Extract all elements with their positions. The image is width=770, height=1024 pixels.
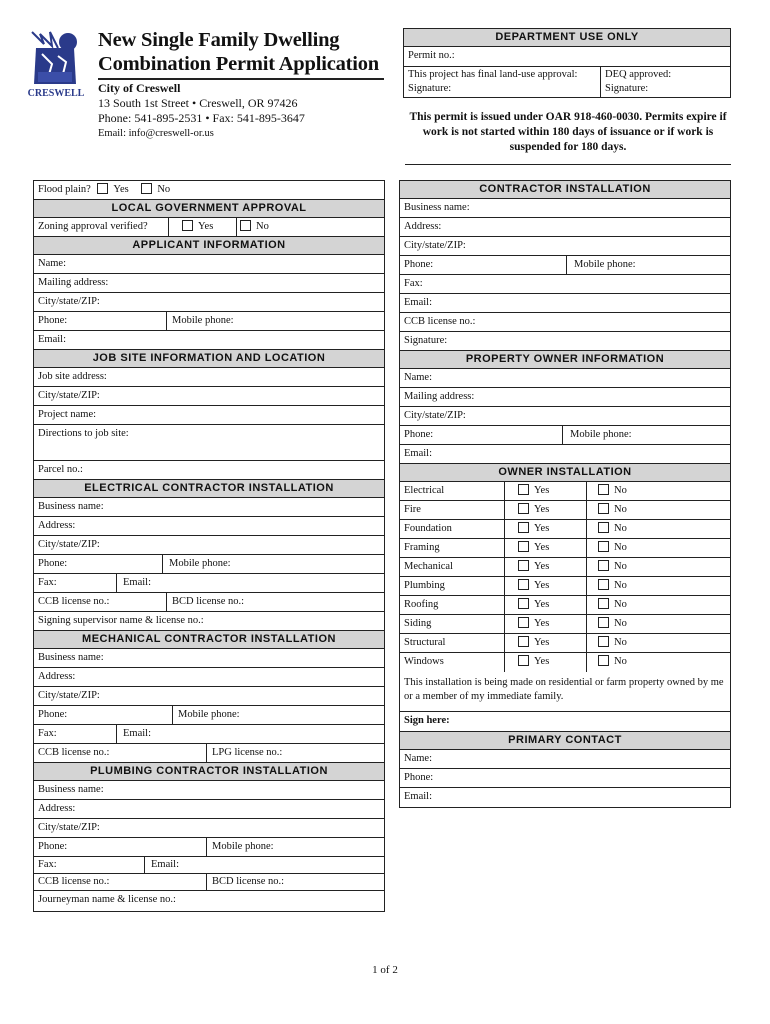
plumb-business-field[interactable] (34, 781, 384, 800)
owner-install-no-checkbox[interactable] (598, 636, 609, 647)
mech-address-label: Address: (38, 671, 76, 682)
owner-install-yes-checkbox[interactable] (518, 579, 529, 590)
mech-lpg-field[interactable]: LPG license no.: (212, 747, 283, 758)
owner-install-no-label: No (614, 485, 627, 496)
owner-install-no-checkbox[interactable] (598, 579, 609, 590)
mech-phone-row (34, 706, 384, 725)
contractor-heading: CONTRACTOR INSTALLATION (400, 181, 730, 199)
mech-email-field[interactable]: Email: (123, 728, 151, 739)
owner-install-item-label: Mechanical (404, 561, 453, 572)
owner-install-item-label: Electrical (404, 485, 445, 496)
owner-install-yes-checkbox[interactable] (518, 560, 529, 571)
zoning-yes-label: Yes (198, 221, 214, 232)
owner-install-item-label: Siding (404, 618, 432, 629)
contractor-email-field[interactable] (400, 294, 730, 313)
flood-yes-label: Yes (113, 184, 129, 195)
elec-supervisor-field[interactable] (34, 612, 384, 631)
land-use-cell[interactable] (404, 67, 577, 97)
owner-install-no-label: No (614, 599, 627, 610)
applicant-email-label: Email: (38, 334, 66, 345)
permit-no-row[interactable] (404, 47, 730, 67)
local-gov-heading: LOCAL GOVERNMENT APPROVAL (34, 200, 384, 218)
elec-phone-field[interactable]: Phone: (38, 558, 68, 569)
owner-install-yes-checkbox[interactable] (518, 636, 529, 647)
contractor-city-field[interactable] (400, 237, 730, 256)
owner-install-item-label: Roofing (404, 599, 439, 610)
owner-install-no-checkbox[interactable] (598, 617, 609, 628)
elec-license-row (34, 593, 384, 612)
elec-business-label: Business name: (38, 501, 104, 512)
owner-install-yes-checkbox[interactable] (518, 484, 529, 495)
elec-address-label: Address: (38, 520, 76, 531)
jobsite-address-label: Job site address: (38, 371, 107, 382)
owner-install-yes-checkbox[interactable] (518, 655, 529, 666)
flood-no-checkbox[interactable] (141, 183, 152, 194)
contractor-address-label: Address: (404, 221, 442, 232)
elec-mobile-field[interactable]: Mobile phone: (169, 558, 231, 569)
owner-install-yes-label: Yes (534, 523, 550, 534)
elec-business-field[interactable] (34, 498, 384, 517)
electrical-heading: ELECTRICAL CONTRACTOR INSTALLATION (34, 480, 384, 498)
mech-fax-row (34, 725, 384, 744)
primary-email-label: Email: (404, 791, 432, 802)
org-phone-fax: Phone: 541-895-2531 • Fax: 541-895-3647 (98, 111, 305, 125)
contractor-fax-label: Fax: (404, 278, 423, 289)
owner-install-no-checkbox[interactable] (598, 598, 609, 609)
directions-field[interactable] (34, 425, 384, 461)
owner-email-field[interactable] (400, 445, 730, 464)
plumb-phone-field[interactable]: Phone: (38, 841, 68, 852)
jobsite-city-label: City/state/ZIP: (38, 390, 100, 401)
elec-ccb-field[interactable]: CCB license no.: (38, 596, 110, 607)
deq-signature: Signature: (605, 83, 649, 94)
approval-row (404, 67, 730, 97)
permit-notice: This permit is issued under OAR 918-460-0030. Permits expire if work is not started within 180 days of issuance or if work is suspended for 180 days. (409, 111, 727, 153)
owner-install-row (400, 558, 730, 577)
department-heading: DEPARTMENT USE ONLY (404, 29, 730, 47)
primary-phone-field[interactable] (400, 769, 730, 788)
owner-install-heading: OWNER INSTALLATION (400, 464, 730, 482)
page-title (98, 28, 379, 76)
elec-city-label: City/state/ZIP: (38, 539, 100, 550)
owner-install-row (400, 501, 730, 520)
primary-email-field[interactable] (400, 788, 730, 807)
org-info (98, 81, 305, 141)
owner-install-no-label: No (614, 561, 627, 572)
title-line-2: Combination Permit Application (98, 53, 380, 75)
jobsite-city-field[interactable] (34, 387, 384, 406)
elec-fax-row (34, 574, 384, 593)
plumb-email-field[interactable]: Email: (151, 859, 179, 870)
owner-install-no-label: No (614, 580, 627, 591)
parcel-label: Parcel no.: (38, 464, 83, 475)
owner-install-no-label: No (614, 504, 627, 515)
right-column (399, 180, 731, 808)
owner-install-yes-label: Yes (534, 485, 550, 496)
elec-supervisor-label: Signing supervisor name & license no.: (38, 615, 204, 626)
applicant-heading: APPLICANT INFORMATION (34, 237, 384, 255)
owner-name-label: Name: (404, 372, 432, 383)
owner-email-label: Email: (404, 448, 432, 459)
elec-address-field[interactable] (34, 517, 384, 536)
owner-city-label: City/state/ZIP: (404, 410, 466, 421)
contractor-fax-field[interactable] (400, 275, 730, 294)
flood-plain-row (34, 181, 384, 200)
page-number: 1 of 2 (372, 964, 398, 976)
contractor-business-field[interactable] (400, 199, 730, 218)
owner-install-yes-label: Yes (534, 561, 550, 572)
owner-install-no-checkbox[interactable] (598, 503, 609, 514)
department-use-box (403, 28, 731, 98)
title-divider (98, 78, 384, 80)
flood-yes-checkbox[interactable] (97, 183, 108, 194)
city-logo (22, 28, 90, 100)
parcel-field[interactable] (34, 461, 384, 480)
zoning-no-checkbox[interactable] (240, 220, 251, 231)
owner-install-list (400, 482, 730, 672)
owner-install-no-checkbox[interactable] (598, 522, 609, 533)
mechanical-heading: MECHANICAL CONTRACTOR INSTALLATION (34, 631, 384, 649)
owner-sign-field[interactable] (400, 712, 730, 732)
mech-address-field[interactable] (34, 668, 384, 687)
owner-install-row (400, 482, 730, 501)
org-name: City of Creswell (98, 81, 181, 95)
mech-fax-field[interactable]: Fax: (38, 728, 57, 739)
owner-install-yes-label: Yes (534, 618, 550, 629)
contractor-email-label: Email: (404, 297, 432, 308)
contractor-ccb-label: CCB license no.: (404, 316, 476, 327)
owner-phone-row (400, 426, 730, 445)
applicant-city-field[interactable] (34, 293, 384, 312)
owner-install-no-checkbox[interactable] (598, 560, 609, 571)
elec-city-field[interactable] (34, 536, 384, 555)
mech-business-field[interactable] (34, 649, 384, 668)
owner-install-row (400, 539, 730, 558)
zoning-no-label: No (256, 221, 269, 232)
owner-install-no-label: No (614, 656, 627, 667)
contractor-signature-label: Signature: (404, 335, 448, 346)
owner-install-no-checkbox[interactable] (598, 655, 609, 666)
project-name-label: Project name: (38, 409, 97, 420)
owner-install-yes-label: Yes (534, 656, 550, 667)
owner-mobile-field[interactable]: Mobile phone: (570, 429, 632, 440)
owner-install-row (400, 596, 730, 615)
owner-install-row (400, 577, 730, 596)
applicant-name-field[interactable] (34, 255, 384, 274)
owner-install-yes-checkbox[interactable] (518, 522, 529, 533)
jobsite-heading: JOB SITE INFORMATION AND LOCATION (34, 350, 384, 368)
contractor-ccb-field[interactable] (400, 313, 730, 332)
contractor-signature-field[interactable] (400, 332, 730, 351)
plumb-fax-field[interactable]: Fax: (38, 859, 57, 870)
owner-install-no-checkbox[interactable] (598, 484, 609, 495)
owner-sign-label: Sign here: (404, 715, 450, 726)
owner-install-yes-checkbox[interactable] (518, 617, 529, 628)
flood-plain-label: Flood plain? (38, 184, 91, 195)
directions-label: Directions to job site: (38, 428, 129, 439)
org-address: 13 South 1st Street • Creswell, OR 97426 (98, 96, 298, 110)
owner-install-row (400, 615, 730, 634)
owner-install-item-label: Framing (404, 542, 440, 553)
project-name-field[interactable] (34, 406, 384, 425)
land-use-label: This project has final land-use approval: (408, 69, 578, 80)
deq-cell[interactable] (601, 67, 671, 97)
org-email: Email: info@creswell-or.us (98, 128, 214, 139)
logo-wordmark: CRESWELL (27, 88, 85, 99)
plumb-address-field[interactable] (34, 800, 384, 819)
contractor-phone-field[interactable]: Phone: (404, 259, 434, 270)
applicant-mailing-field[interactable] (34, 274, 384, 293)
owner-name-field[interactable] (400, 369, 730, 388)
owner-city-field[interactable] (400, 407, 730, 426)
owner-install-statement: This installation is being made on residential or farm property owned by me or a member of my immediate family. (400, 672, 730, 712)
title-line-1: New Single Family Dwelling (98, 29, 340, 51)
owner-install-yes-label: Yes (534, 637, 550, 648)
contractor-city-label: City/state/ZIP: (404, 240, 466, 251)
mech-business-label: Business name: (38, 652, 104, 663)
owner-install-yes-label: Yes (534, 599, 550, 610)
plumbing-heading: PLUMBING CONTRACTOR INSTALLATION (34, 763, 384, 781)
zoning-label: Zoning approval verified? (38, 221, 148, 232)
owner-install-item-label: Plumbing (404, 580, 445, 591)
owner-heading: PROPERTY OWNER INFORMATION (400, 351, 730, 369)
owner-install-item-label: Foundation (404, 523, 452, 534)
mech-phone-field[interactable]: Phone: (38, 709, 68, 720)
applicant-phone-row (34, 312, 384, 331)
contractor-business-label: Business name: (404, 202, 470, 213)
journeyman-field[interactable] (34, 891, 384, 911)
applicant-mobile-field[interactable]: Mobile phone: (172, 315, 234, 326)
owner-install-yes-label: Yes (534, 542, 550, 553)
zoning-row (34, 218, 384, 237)
applicant-mailing-label: Mailing address: (38, 277, 109, 288)
notice-divider (405, 164, 731, 165)
plumb-phone-row (34, 838, 384, 857)
primary-phone-label: Phone: (404, 772, 434, 783)
plumb-fax-row (34, 857, 384, 874)
elec-email-field[interactable]: Email: (123, 577, 151, 588)
zoning-yes-checkbox[interactable] (182, 220, 193, 231)
plumb-city-field[interactable] (34, 819, 384, 838)
owner-mailing-field[interactable] (400, 388, 730, 407)
mech-mobile-field[interactable]: Mobile phone: (178, 709, 240, 720)
plumb-business-label: Business name: (38, 784, 104, 795)
plumb-city-label: City/state/ZIP: (38, 822, 100, 833)
applicant-phone-field[interactable]: Phone: (38, 315, 68, 326)
owner-install-row (400, 520, 730, 539)
owner-install-no-label: No (614, 618, 627, 629)
plumb-ccb-field[interactable]: CCB license no.: (38, 876, 110, 887)
plumb-address-label: Address: (38, 803, 76, 814)
owner-install-row (400, 653, 730, 672)
owner-install-no-checkbox[interactable] (598, 541, 609, 552)
left-column (33, 180, 385, 912)
land-use-signature: Signature: (408, 83, 452, 94)
owner-install-yes-checkbox[interactable] (518, 541, 529, 552)
owner-install-no-label: No (614, 542, 627, 553)
jobsite-address-field[interactable] (34, 368, 384, 387)
mech-ccb-field[interactable]: CCB license no.: (38, 747, 110, 758)
plumb-mobile-field[interactable]: Mobile phone: (212, 841, 274, 852)
applicant-email-field[interactable] (34, 331, 384, 350)
owner-install-item-label: Windows (404, 656, 444, 667)
owner-install-no-label: No (614, 523, 627, 534)
plumb-license-row (34, 874, 384, 891)
elec-phone-row (34, 555, 384, 574)
plumb-bcd-field[interactable]: BCD license no.: (212, 876, 285, 887)
elec-bcd-field[interactable]: BCD license no.: (172, 596, 245, 607)
mech-city-field[interactable] (34, 687, 384, 706)
contractor-phone-row (400, 256, 730, 275)
elec-fax-field[interactable]: Fax: (38, 577, 57, 588)
primary-name-label: Name: (404, 753, 432, 764)
owner-install-no-label: No (614, 637, 627, 648)
owner-install-item-label: Structural (404, 637, 446, 648)
flood-no-label: No (157, 184, 171, 195)
owner-install-yes-label: Yes (534, 580, 550, 591)
owner-install-yes-label: Yes (534, 504, 550, 515)
contractor-address-field[interactable] (400, 218, 730, 237)
primary-name-field[interactable] (400, 750, 730, 769)
owner-install-item-label: Fire (404, 504, 421, 515)
owner-install-yes-checkbox[interactable] (518, 503, 529, 514)
contractor-mobile-field[interactable]: Mobile phone: (574, 259, 636, 270)
applicant-name-label: Name: (38, 258, 66, 269)
deq-label: DEQ approved: (605, 69, 672, 80)
owner-install-row (400, 634, 730, 653)
primary-contact-heading: PRIMARY CONTACT (400, 732, 730, 750)
permit-no-label: Permit no.: (408, 50, 455, 61)
mech-license-row (34, 744, 384, 763)
mech-city-label: City/state/ZIP: (38, 690, 100, 701)
journeyman-label: Journeyman name & license no.: (38, 894, 176, 905)
applicant-city-label: City/state/ZIP: (38, 296, 100, 307)
owner-install-yes-checkbox[interactable] (518, 598, 529, 609)
owner-phone-field[interactable]: Phone: (404, 429, 434, 440)
owner-mailing-label: Mailing address: (404, 391, 475, 402)
